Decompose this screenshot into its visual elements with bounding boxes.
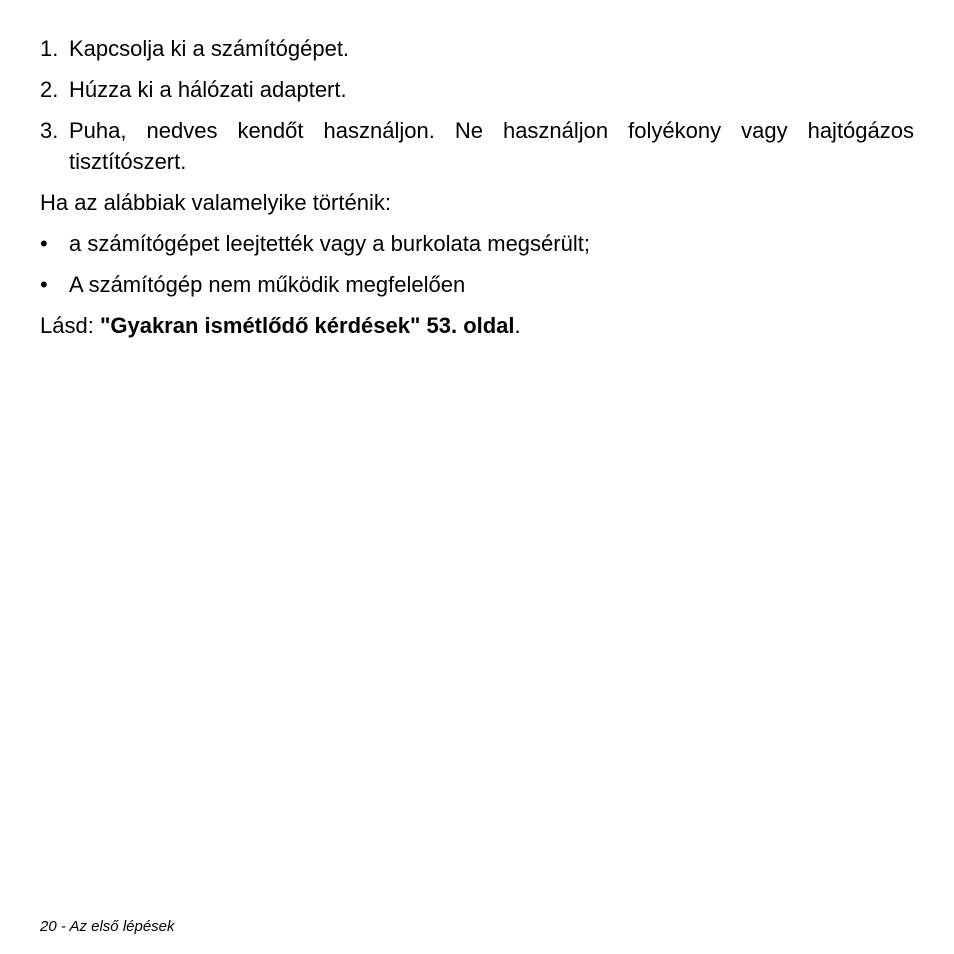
step-item — [40, 33, 914, 64]
step-item — [40, 74, 914, 105]
step-number: 1. — [40, 36, 59, 61]
step-number: 3. — [40, 118, 59, 143]
step-text: Húzza ki a hálózati adaptert. — [69, 77, 347, 102]
bullet-marker: • — [40, 231, 48, 256]
page-footer: 20 - Az első lépések — [40, 918, 175, 935]
bullet-item — [40, 228, 914, 259]
bullet-text: A számítógép nem működik megfelelően — [69, 272, 466, 297]
step-text: Kapcsolja ki a számítógépet. — [69, 36, 350, 61]
page-content — [40, 33, 914, 351]
intro-paragraph: Ha az alábbiak valamelyike történik: — [40, 190, 391, 215]
step-text: Puha, nedves kendőt használjon. Ne használjon folyékony vagy hajtógázos tisztítószert. — [69, 118, 914, 174]
bullet-text: a számítógépet leejtették vagy a burkolata megsérült; — [69, 231, 590, 256]
reference-link[interactable]: "Gyakran ismétlődő kérdések" 53. oldal — [99, 313, 515, 338]
bullet-item — [40, 269, 914, 300]
step-number: 2. — [40, 77, 59, 102]
reference-prefix: Lásd: — [40, 313, 100, 338]
reference-paragraph — [40, 310, 914, 341]
step-item — [40, 115, 914, 177]
reference-suffix: . — [514, 313, 521, 338]
bullet-marker: • — [40, 272, 48, 297]
